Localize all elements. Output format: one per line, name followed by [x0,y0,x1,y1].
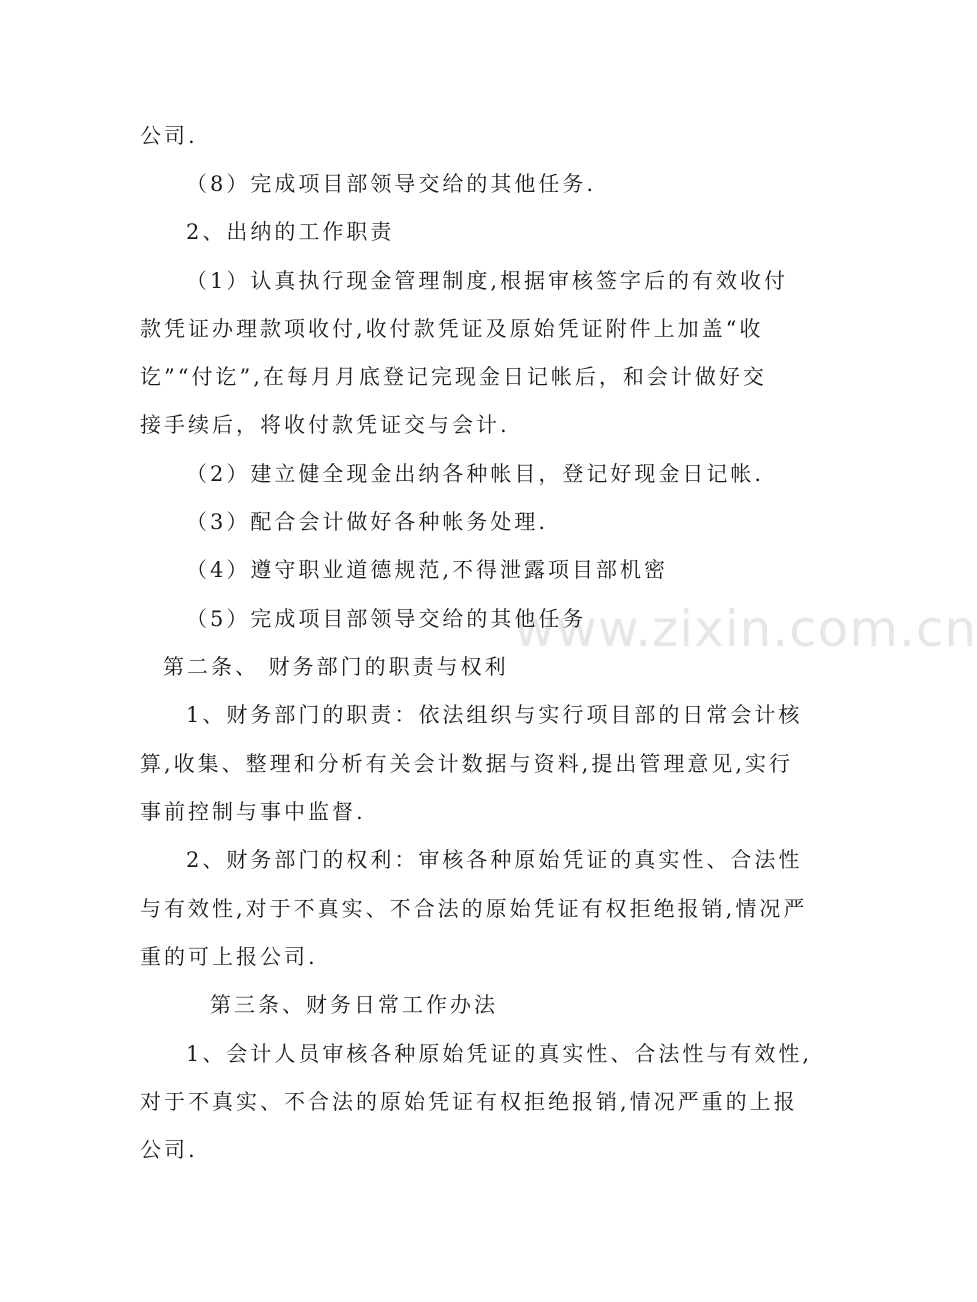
watermark-text: www.zixin.com.cn [514,600,977,658]
article-heading-3: 第三条、财务日常工作办法 [210,993,498,1017]
text-line-4: （1）认真执行现金管理制度,根据审核签字后的有效收付 [186,269,789,293]
text-line-16: 2、财务部门的权利：审核各种原始凭证的真实性、合法性 [186,848,803,872]
text-line-2: （8）完成项目部领导交给的其他任务. [186,172,597,196]
text-line-9: （3）配合会计做好各种帐务处理. [186,510,549,534]
text-line-6: 讫”“付讫”,在每月月底登记完现金日记帐后，和会计做好交 [140,365,767,389]
text-line-13: 1、财务部门的职责：依法组织与实行项目部的日常会计核 [186,703,803,727]
text-line-7: 接手续后，将收付款凭证交与会计. [140,413,510,437]
text-line-1: 公司. [140,124,198,148]
text-line-10: （4）遵守职业道德规范,不得泄露项目部机密 [186,558,669,582]
article-heading-2: 第二条、 财务部门的职责与权利 [163,655,509,679]
text-line-17: 与有效性,对于不真实、不合法的原始凭证有权拒绝报销,情况严 [140,897,808,921]
text-line-8: （2）建立健全现金出纳各种帐目，登记好现金日记帐. [186,462,765,486]
text-line-18: 重的可上报公司. [140,945,318,969]
text-line-20: 1、会计人员审核各种原始凭证的真实性、合法性与有效性, [186,1042,813,1066]
text-line-22: 公司. [140,1138,198,1162]
text-line-11: （5）完成项目部领导交给的其他任务 [186,607,587,631]
text-line-21: 对于不真实、不合法的原始凭证有权拒绝报销,情况严重的上报 [140,1090,798,1114]
section-heading-cashier-duties: 2、出纳的工作职责 [186,220,395,244]
text-line-15: 事前控制与事中监督. [140,800,366,824]
text-line-5: 款凭证办理款项收付,收付款凭证及原始凭证附件上加盖“收 [140,317,764,341]
text-line-14: 算,收集、整理和分析有关会计数据与资料,提出管理意见,实行 [140,752,794,776]
